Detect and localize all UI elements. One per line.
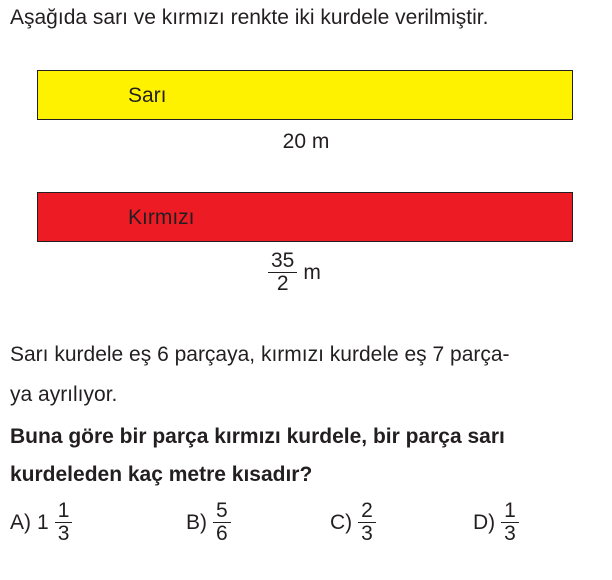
option-d-label: D)	[473, 510, 496, 534]
red-ribbon	[37, 192, 573, 242]
fraction-denominator: 3	[55, 522, 73, 545]
fraction-denominator: 3	[358, 522, 376, 545]
option-b-fraction	[213, 500, 231, 545]
option-d-fraction	[501, 500, 519, 545]
yellow-ribbon-label: Sarı	[128, 84, 167, 107]
fraction-numerator: 1	[57, 499, 70, 522]
option-c[interactable]	[330, 500, 376, 545]
option-a[interactable]	[10, 500, 72, 545]
option-d[interactable]	[473, 500, 519, 545]
option-b[interactable]	[186, 500, 231, 545]
option-a-whole: 1	[37, 510, 49, 534]
red-ribbon-label: Kırmızı	[128, 206, 195, 229]
fraction-denominator: 3	[501, 522, 519, 545]
fraction-denominator: 6	[213, 522, 231, 545]
option-c-fraction	[358, 500, 376, 545]
option-a-label: A)	[10, 510, 31, 534]
yellow-ribbon-length: 20 m	[282, 130, 330, 153]
red-ribbon-length	[268, 250, 321, 295]
red-ribbon-length-fraction	[268, 250, 297, 295]
paragraph-line-2: ya ayrılıyor.	[10, 383, 118, 406]
fraction-denominator: 2	[268, 272, 297, 295]
paragraph-line-1: Sarı kurdele eş 6 parçaya, kırmızı kurdele eş 7 parça-	[10, 343, 510, 366]
fraction-numerator: 35	[271, 249, 295, 272]
fraction-numerator: 5	[216, 499, 228, 522]
fraction-numerator: 2	[361, 499, 373, 522]
question-line-2: kurdeleden kaç metre kısadır?	[10, 463, 313, 486]
option-c-label: C)	[330, 510, 353, 534]
option-b-label: B)	[186, 510, 207, 534]
intro-text: Aşağıda sarı ve kırmızı renkte iki kurdele verilmiştir.	[10, 6, 489, 29]
fraction-numerator: 1	[504, 499, 516, 522]
yellow-ribbon	[37, 70, 573, 120]
question-line-1: Buna göre bir parça kırmızı kurdele, bir parça sarı	[10, 425, 505, 448]
option-a-fraction	[55, 500, 73, 545]
red-ribbon-length-unit: m	[303, 260, 321, 284]
